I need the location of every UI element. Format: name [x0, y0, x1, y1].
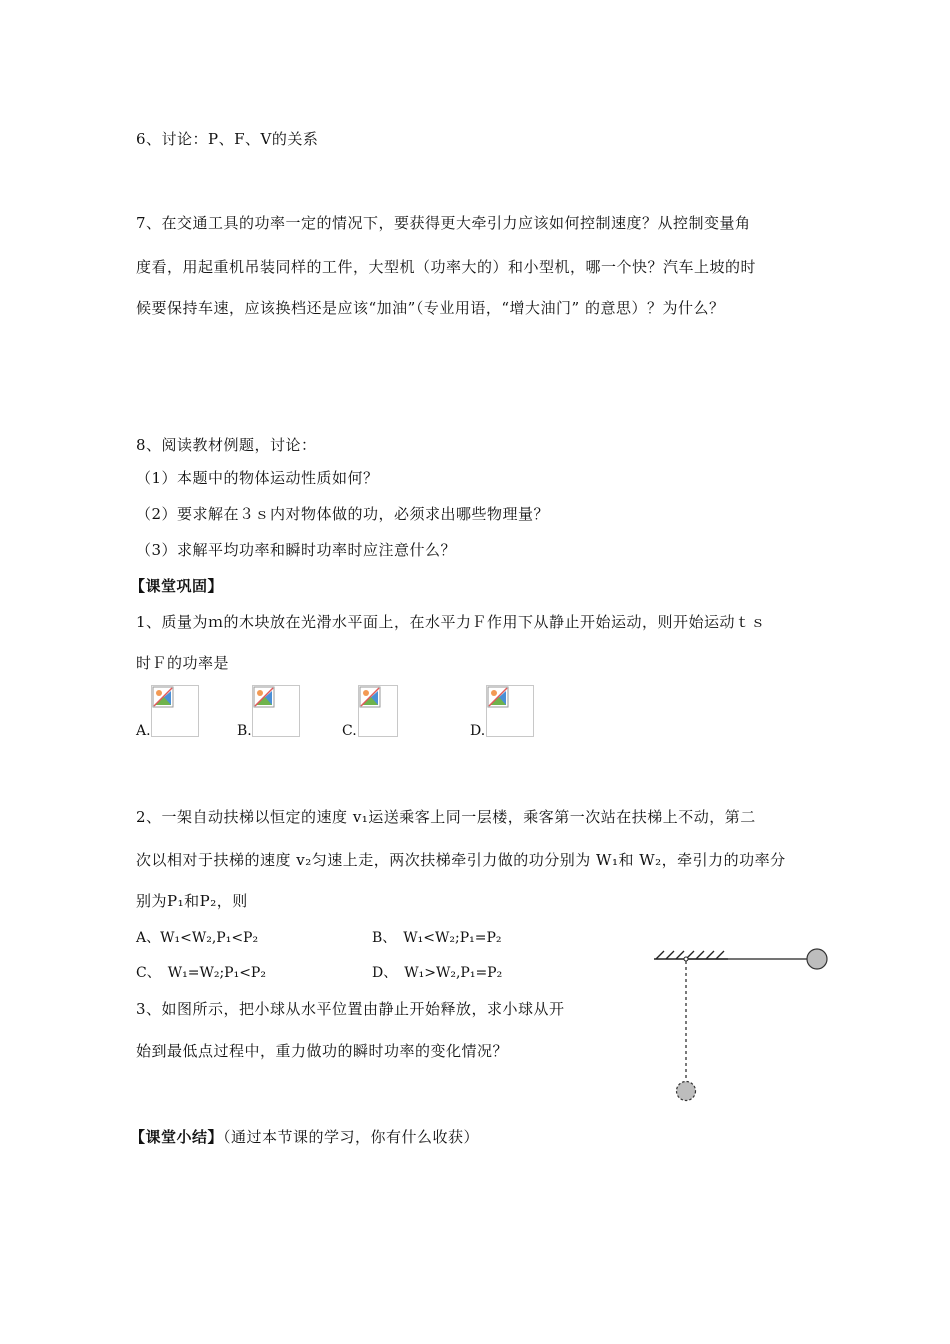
- choice-c: C、 W₁=W₂;P₁<P₂: [136, 965, 266, 981]
- question-8-item: （2）要求解在３ｓ内对物体做的功，必须求出哪些物理量？: [136, 505, 550, 523]
- section-heading-consolidate: 【课堂巩固】: [130, 577, 224, 595]
- pendulum-diagram: [650, 940, 840, 1110]
- ball-initial: [807, 949, 827, 969]
- question-6: 6、讨论：P、F、V的关系: [136, 130, 319, 148]
- problem-1-line-1: 1、质量为ｍ的木块放在光滑水平面上，在水平力Ｆ作用下从静止开始运动，则开始运动ｔｓ: [136, 613, 767, 631]
- problem-2-line-1: 2、一架自动扶梯以恒定的速度 v₁运送乘客上同一层楼，乘客第一次站在扶梯上不动，第二: [136, 808, 756, 826]
- option-a-image: [151, 685, 199, 737]
- choice-d: D、 W₁>W₂,P₁=P₂: [372, 965, 503, 981]
- option-b-image: [252, 685, 300, 737]
- summary-note: （通过本节课的学习，你有什么收获）: [223, 1128, 480, 1146]
- summary-section: [130, 1126, 479, 1147]
- question-7-line-3: 候要保持车速，应该换档还是应该“加油”（专业用语，“增大油门” 的意思）？为什么？: [136, 299, 725, 317]
- broken-image-icon: [487, 686, 509, 708]
- ball-lowest: [677, 1082, 696, 1101]
- option-a-label: A.: [136, 723, 151, 739]
- problem-3-line-2: 始到最低点过程中，重力做功的瞬时功率的变化情况？: [136, 1042, 509, 1060]
- problem-3-line-1: 3、如图所示，把小球从水平位置由静止开始释放，求小球从开: [136, 1000, 565, 1018]
- choice-b: B、 W₁<W₂;P₁=P₂: [372, 930, 502, 946]
- option-c-label: C.: [342, 723, 357, 739]
- broken-image-icon: [253, 686, 275, 708]
- option-b-label: B.: [237, 723, 252, 739]
- pivot-point: [684, 957, 688, 961]
- problem-2-line-2: 次以相对于扶梯的速度 v₂匀速上走，两次扶梯牵引力做的功分别为 W₁和 W₂，牵引力的功率分: [136, 851, 786, 869]
- question-7-line-1: 7、在交通工具的功率一定的情况下，要获得更大牵引力应该如何控制速度？从控制变量角: [136, 214, 751, 232]
- question-8-item: （1）本题中的物体运动性质如何？: [136, 469, 379, 487]
- option-c-image: [358, 685, 398, 737]
- broken-image-icon: [359, 686, 381, 708]
- choice-a: A、W₁<W₂,P₁<P₂: [136, 930, 259, 946]
- option-d-label: D.: [470, 723, 486, 739]
- question-7-line-2: 度看，用起重机吊装同样的工件，大型机（功率大的）和小型机，哪一个快？汽车上坡的时: [136, 258, 757, 276]
- option-d-image: [486, 685, 534, 737]
- problem-1-line-2: 时Ｆ的功率是: [136, 654, 230, 672]
- broken-image-icon: [152, 686, 174, 708]
- question-8-item: （3）求解平均功率和瞬时功率时应注意什么？: [136, 541, 457, 559]
- section-heading-summary: 【课堂小结】: [130, 1128, 224, 1146]
- problem-2-line-3: 别为P₁和P₂，则: [136, 892, 248, 910]
- ceiling-hatch: [656, 951, 724, 959]
- question-8-title: 8、阅读教材例题，讨论：: [136, 436, 317, 454]
